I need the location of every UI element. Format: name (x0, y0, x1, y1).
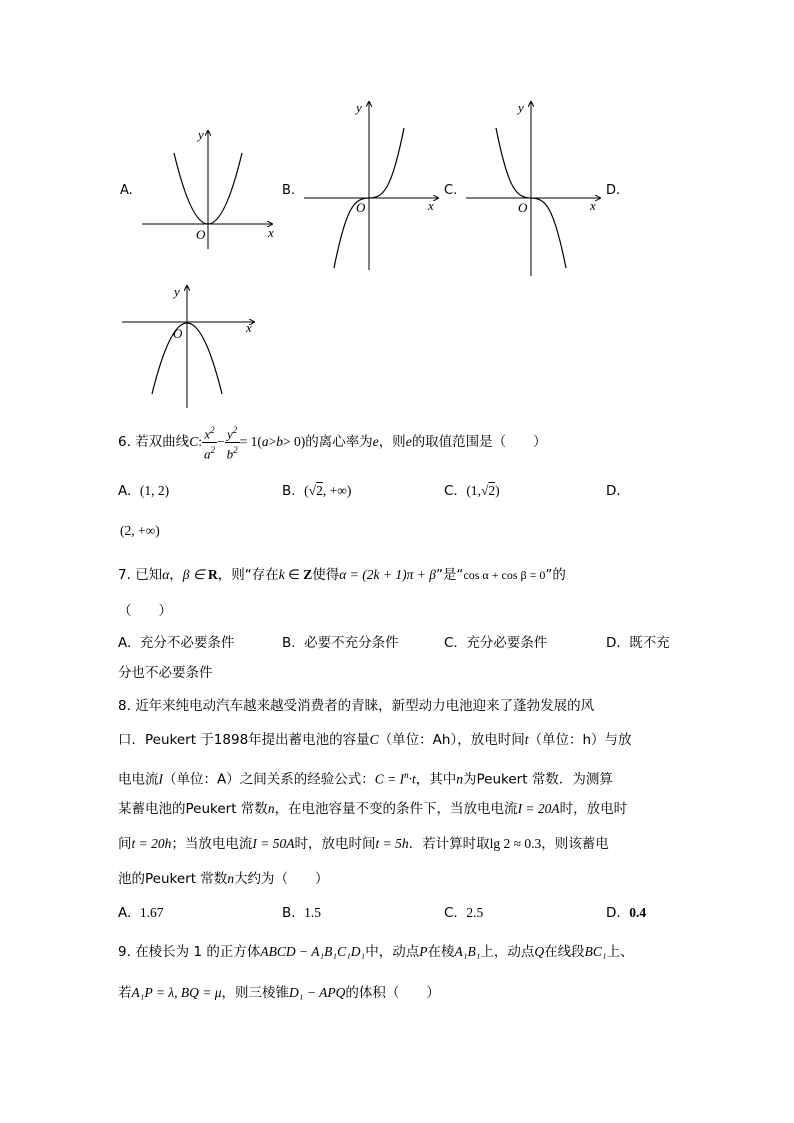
y-label: y (198, 127, 204, 142)
q7-option-d-cont: 分也不必要条件 (118, 665, 213, 681)
q6-text-2: 的离心率为 (305, 434, 373, 450)
q7-option-b: B. 必要不充分条件 (282, 635, 399, 651)
q6-option-d-value: (2, +∞) (120, 523, 160, 538)
origin-label: O (518, 200, 528, 215)
q5-graph-d (118, 282, 260, 412)
x-label: x (246, 320, 252, 335)
q6-frac-x: $\frac{x^2}{a^2}$ (203, 425, 215, 461)
q6-minus: − (216, 434, 225, 449)
x-label: x (590, 198, 596, 213)
q5-graph-b (300, 98, 445, 278)
q9-line-1: 9. 在棱长为 1 的正方体ABCD − A₁B₁C₁D₁中，动点P在棱A₁B₁上，动点Q在线段BC₁上、 (118, 944, 634, 960)
x-label: x (428, 198, 434, 213)
q8-line-6: 池的Peukert 常数n大约为（ ） (118, 871, 329, 887)
x-label: x (268, 225, 274, 240)
q6-option-d-label: D. (606, 483, 621, 499)
q8-line-2: 口．Peukert 于1898年提出蓄电池的容量C（单位：Ah），放电时间t（单位：h）与放 (118, 732, 632, 748)
q6-curve-name: C (189, 434, 199, 449)
q6-option-c: C. (1,√2) (444, 483, 500, 499)
q5-option-d-label: D. (606, 183, 621, 198)
q7-option-c: C. 充分必要条件 (444, 635, 548, 651)
q8-line-3: 电电流I（单位：A）之间关系的经验公式：$C = I^n\cdot t$，其中n为Peukert 常数．为测算 (118, 770, 613, 788)
q7-option-a: A. 充分不必要条件 (118, 635, 235, 651)
y-label: y (518, 100, 524, 115)
q6-text-4: 的取值范围是（ ） (411, 434, 547, 450)
q6-colon: : (198, 434, 202, 449)
q5-option-b-label: B. (282, 183, 296, 198)
q6-text-1: 若双曲线 (135, 434, 190, 450)
q8-option-b: B. 1.5 (282, 905, 322, 921)
q8-option-d: D. 0.4 (606, 905, 647, 921)
q7-stem: 7. 已知α，β ∈ R，则“存在k ∈ Z使得α = (2k + 1)π + β”是“cos α + cos β = 0”的 (118, 567, 566, 583)
y-label: y (356, 100, 362, 115)
y-label: y (174, 284, 180, 299)
q6-eq: = 1( (239, 434, 262, 449)
origin-label: O (196, 227, 206, 242)
q5-option-c-label: C. (444, 183, 458, 198)
q6-option-b: B. (√2, +∞) (282, 483, 352, 499)
q5-graph-c (462, 98, 607, 278)
q8-line-4: 某蓄电池的Peukert 常数n，在电池容量不变的条件下，当放电电流I = 20A时，放电时 (118, 801, 628, 817)
q7-option-d: D. 既不充 (606, 635, 670, 651)
origin-label: O (356, 200, 366, 215)
q8-option-c: C. 2.5 (444, 905, 484, 921)
q9-line-2: 若A₁P = λ, BQ = μ，则三棱锥D₁ − APQ的体积（ ） (118, 985, 440, 1001)
q6-frac-y: $\frac{y^2}{b^2}$ (226, 425, 238, 461)
q8-line-1: 8. 近年来纯电动汽车越来越受消费者的青睐，新型动力电池迎来了蓬勃发展的风 (118, 698, 595, 714)
q7-paren: （ ） (118, 603, 172, 619)
q5-graph-a (138, 125, 278, 255)
q6-stem: 6. 若双曲线 C : $\frac{x^2}{a^2}$ − $\frac{y^2}{b^2}$ = 1( a > b > 0) 的离心率为 e ，则 e 的取值范围是（ ） (118, 425, 547, 461)
q8-option-a: A. 1.67 (118, 905, 164, 921)
origin-label: O (173, 326, 183, 341)
q6-number: 6. (118, 434, 131, 450)
q8-line-5: 间t = 20h；当放电电流I = 50A时，放电时间t = 5h．若计算时取lg 2 ≈ 0.3，则该蓄电 (118, 836, 609, 852)
q5-option-a-label: A. (120, 183, 133, 198)
q6-option-a: A. (1, 2) (118, 483, 170, 499)
